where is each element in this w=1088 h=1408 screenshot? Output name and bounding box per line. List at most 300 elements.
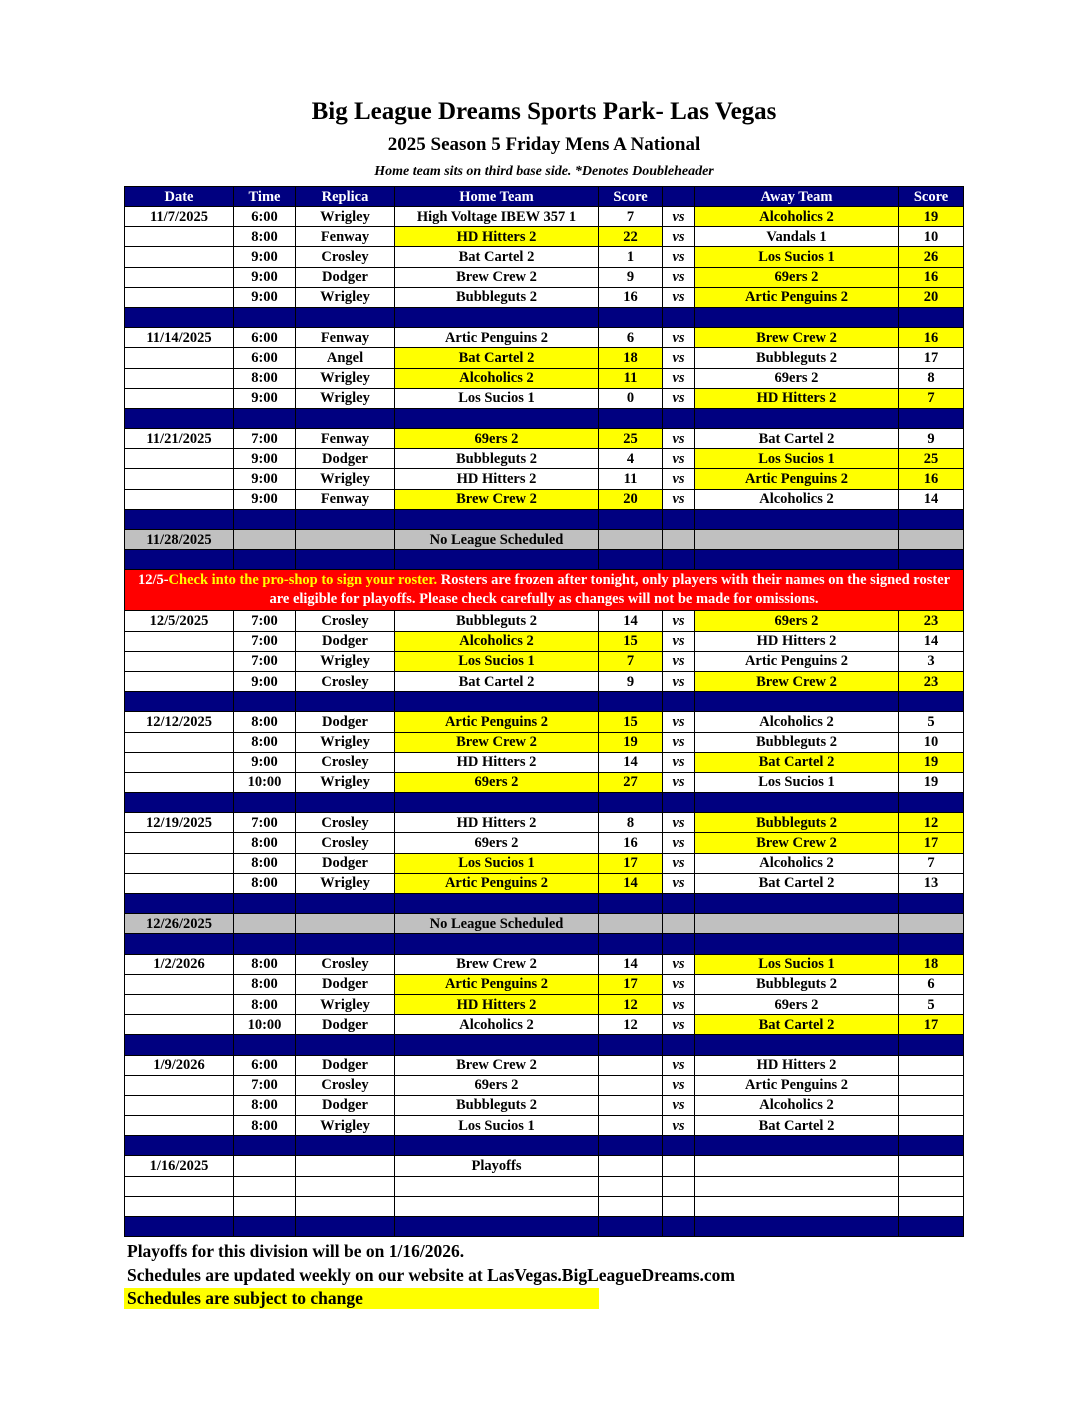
away-team-cell: Bat Cartel 2 bbox=[695, 752, 899, 772]
away-score-cell: 23 bbox=[899, 671, 964, 691]
separator-cell bbox=[599, 1136, 663, 1156]
table-row bbox=[125, 712, 964, 732]
separator-cell bbox=[234, 509, 296, 529]
away-team-cell: Bubbleguts 2 bbox=[695, 974, 899, 994]
home-score-cell: 7 bbox=[599, 651, 663, 671]
date-cell: 11/7/2025 bbox=[125, 207, 234, 227]
date-cell bbox=[125, 449, 234, 469]
no-league-label: No League Scheduled bbox=[395, 530, 599, 550]
vs-cell: vs bbox=[663, 813, 695, 833]
no-league-label: No League Scheduled bbox=[395, 914, 599, 934]
empty-cell bbox=[663, 1196, 695, 1216]
home-team-cell: Bat Cartel 2 bbox=[395, 247, 599, 267]
date-cell: 11/21/2025 bbox=[125, 429, 234, 449]
table-row bbox=[125, 207, 964, 227]
vs-cell: vs bbox=[663, 974, 695, 994]
date-cell bbox=[125, 974, 234, 994]
time-cell: 9:00 bbox=[234, 287, 296, 307]
empty-cell bbox=[234, 1176, 296, 1196]
away-score-cell: 16 bbox=[899, 328, 964, 348]
separator-cell bbox=[695, 894, 899, 914]
home-team-cell: HD Hitters 2 bbox=[395, 469, 599, 489]
col-replica: Replica bbox=[296, 187, 395, 207]
home-team-cell: Alcoholics 2 bbox=[395, 631, 599, 651]
home-score-cell: 7 bbox=[599, 207, 663, 227]
empty-cell bbox=[599, 1176, 663, 1196]
separator-cell bbox=[395, 793, 599, 813]
table-row bbox=[125, 671, 964, 691]
date-cell: 12/12/2025 bbox=[125, 712, 234, 732]
vs-cell: vs bbox=[663, 227, 695, 247]
time-cell: 9:00 bbox=[234, 388, 296, 408]
separator-cell bbox=[695, 1217, 899, 1237]
page-title: Big League Dreams Sports Park- Las Vegas bbox=[311, 98, 777, 125]
date-cell bbox=[125, 1015, 234, 1035]
time-cell: 8:00 bbox=[234, 368, 296, 388]
away-score-cell: 19 bbox=[899, 207, 964, 227]
vs-cell: vs bbox=[663, 671, 695, 691]
separator-cell bbox=[899, 934, 964, 954]
replica-cell: Dodger bbox=[296, 1015, 395, 1035]
separator-cell bbox=[234, 692, 296, 712]
separator-cell bbox=[234, 1035, 296, 1055]
time-cell: 8:00 bbox=[234, 873, 296, 893]
home-team-cell: Los Sucios 1 bbox=[395, 388, 599, 408]
away-team-cell: Alcoholics 2 bbox=[695, 207, 899, 227]
table-row bbox=[125, 449, 964, 469]
away-team-cell: Los Sucios 1 bbox=[695, 449, 899, 469]
replica-cell: Dodger bbox=[296, 267, 395, 287]
home-score-cell: 1 bbox=[599, 247, 663, 267]
replica-cell: Wrigley bbox=[296, 388, 395, 408]
separator-cell bbox=[296, 1035, 395, 1055]
away-team-cell: 69ers 2 bbox=[695, 994, 899, 1014]
date-cell bbox=[125, 388, 234, 408]
time-cell: 8:00 bbox=[234, 712, 296, 732]
no-league-row bbox=[125, 914, 964, 934]
separator-cell bbox=[234, 793, 296, 813]
time-cell: 9:00 bbox=[234, 469, 296, 489]
away-score-cell: 10 bbox=[899, 227, 964, 247]
separator-cell bbox=[234, 550, 296, 570]
away-score-cell: 5 bbox=[899, 994, 964, 1014]
date-cell bbox=[125, 247, 234, 267]
vs-cell: vs bbox=[663, 732, 695, 752]
date-cell: 1/9/2026 bbox=[125, 1055, 234, 1075]
col-home-score: Score bbox=[599, 187, 663, 207]
separator-cell bbox=[395, 1035, 599, 1055]
separator-cell bbox=[125, 1136, 234, 1156]
separator-row bbox=[125, 894, 964, 914]
vs-cell: vs bbox=[663, 853, 695, 873]
table-row bbox=[125, 267, 964, 287]
col-away-team: Away Team bbox=[695, 187, 899, 207]
vs-cell: vs bbox=[663, 388, 695, 408]
away-team-cell: Los Sucios 1 bbox=[695, 954, 899, 974]
date-cell bbox=[125, 752, 234, 772]
empty-cell bbox=[125, 1176, 234, 1196]
separator-cell bbox=[296, 408, 395, 428]
separator-cell bbox=[899, 1217, 964, 1237]
col-home-team: Home Team bbox=[395, 187, 599, 207]
date-cell bbox=[125, 671, 234, 691]
home-team-cell: 69ers 2 bbox=[395, 429, 599, 449]
separator-cell bbox=[125, 934, 234, 954]
separator-cell bbox=[125, 408, 234, 428]
home-score-cell: 14 bbox=[599, 873, 663, 893]
away-score-cell bbox=[899, 1075, 964, 1095]
replica-cell: Wrigley bbox=[296, 287, 395, 307]
empty-cell bbox=[296, 1196, 395, 1216]
home-team-cell: Brew Crew 2 bbox=[395, 1055, 599, 1075]
away-score-cell bbox=[899, 914, 964, 934]
separator-cell bbox=[695, 1035, 899, 1055]
separator-cell bbox=[663, 894, 695, 914]
away-score-cell: 23 bbox=[899, 611, 964, 631]
home-score-cell: 9 bbox=[599, 671, 663, 691]
vs-cell: vs bbox=[663, 1095, 695, 1115]
away-team-cell: 69ers 2 bbox=[695, 611, 899, 631]
home-team-cell: Artic Penguins 2 bbox=[395, 328, 599, 348]
home-score-cell: 15 bbox=[599, 631, 663, 651]
separator-cell bbox=[125, 793, 234, 813]
time-cell bbox=[234, 1156, 296, 1176]
separator-cell bbox=[899, 550, 964, 570]
vs-cell: vs bbox=[663, 1116, 695, 1136]
separator-cell bbox=[125, 509, 234, 529]
away-team-cell: Vandals 1 bbox=[695, 227, 899, 247]
table-row bbox=[125, 287, 964, 307]
home-team-cell: High Voltage IBEW 357 1 bbox=[395, 207, 599, 227]
away-team-cell: HD Hitters 2 bbox=[695, 1055, 899, 1075]
separator-cell bbox=[599, 894, 663, 914]
table-row bbox=[125, 469, 964, 489]
away-team-cell: 69ers 2 bbox=[695, 368, 899, 388]
away-score-cell: 14 bbox=[899, 489, 964, 509]
vs-cell: vs bbox=[663, 267, 695, 287]
vs-cell: vs bbox=[663, 994, 695, 1014]
separator-cell bbox=[234, 408, 296, 428]
away-team-cell: Alcoholics 2 bbox=[695, 1095, 899, 1115]
empty-cell bbox=[695, 1176, 899, 1196]
empty-cell bbox=[899, 1196, 964, 1216]
table-row bbox=[125, 833, 964, 853]
time-cell: 8:00 bbox=[234, 994, 296, 1014]
table-row bbox=[125, 954, 964, 974]
separator-cell bbox=[663, 1136, 695, 1156]
separator-cell bbox=[395, 692, 599, 712]
separator-cell bbox=[395, 408, 599, 428]
table-row bbox=[125, 611, 964, 631]
away-team-cell: Artic Penguins 2 bbox=[695, 1075, 899, 1095]
separator-cell bbox=[663, 550, 695, 570]
home-team-cell: Los Sucios 1 bbox=[395, 1116, 599, 1136]
separator-cell bbox=[599, 793, 663, 813]
separator-cell bbox=[296, 307, 395, 327]
separator-cell bbox=[695, 692, 899, 712]
replica-cell: Dodger bbox=[296, 1055, 395, 1075]
replica-cell: Crosley bbox=[296, 247, 395, 267]
separator-cell bbox=[125, 1035, 234, 1055]
time-cell: 7:00 bbox=[234, 1075, 296, 1095]
roster-notice bbox=[125, 570, 964, 611]
time-cell: 6:00 bbox=[234, 207, 296, 227]
replica-cell: Crosley bbox=[296, 813, 395, 833]
time-cell: 8:00 bbox=[234, 974, 296, 994]
notice-date: 12/5- bbox=[137, 572, 169, 589]
separator-cell bbox=[663, 692, 695, 712]
away-team-cell: Bubbleguts 2 bbox=[695, 348, 899, 368]
home-score-cell: 12 bbox=[599, 994, 663, 1014]
separator-cell bbox=[395, 509, 599, 529]
table-row bbox=[125, 994, 964, 1014]
empty-cell bbox=[234, 1196, 296, 1216]
away-score-cell: 17 bbox=[899, 348, 964, 368]
separator-cell bbox=[695, 307, 899, 327]
vs-cell: vs bbox=[663, 348, 695, 368]
table-row bbox=[125, 813, 964, 833]
separator-cell bbox=[695, 550, 899, 570]
home-team-cell: Brew Crew 2 bbox=[395, 732, 599, 752]
date-cell bbox=[125, 631, 234, 651]
replica-cell bbox=[296, 530, 395, 550]
away-score-cell bbox=[899, 1055, 964, 1075]
home-team-cell: Artic Penguins 2 bbox=[395, 974, 599, 994]
subject-to-change-note: Schedules are subject to change bbox=[124, 1288, 599, 1309]
separator-cell bbox=[599, 1035, 663, 1055]
home-score-cell: 16 bbox=[599, 287, 663, 307]
vs-cell: vs bbox=[663, 611, 695, 631]
separator-cell bbox=[899, 1136, 964, 1156]
date-cell: 12/19/2025 bbox=[125, 813, 234, 833]
separator-cell bbox=[395, 894, 599, 914]
separator-cell bbox=[125, 894, 234, 914]
home-score-cell: 14 bbox=[599, 611, 663, 631]
separator-row bbox=[125, 1035, 964, 1055]
date-cell bbox=[125, 853, 234, 873]
table-row bbox=[125, 368, 964, 388]
replica-cell: Wrigley bbox=[296, 651, 395, 671]
home-score-cell: 17 bbox=[599, 853, 663, 873]
home-team-cell: Artic Penguins 2 bbox=[395, 712, 599, 732]
table-row bbox=[125, 853, 964, 873]
replica-cell: Wrigley bbox=[296, 368, 395, 388]
schedule-table bbox=[124, 186, 964, 1237]
separator-cell bbox=[599, 509, 663, 529]
replica-cell: Fenway bbox=[296, 489, 395, 509]
table-row bbox=[125, 631, 964, 651]
away-team-cell: Los Sucios 1 bbox=[695, 247, 899, 267]
no-league-row bbox=[125, 530, 964, 550]
separator-cell bbox=[296, 1136, 395, 1156]
replica-cell bbox=[296, 914, 395, 934]
header-row bbox=[125, 187, 964, 207]
time-cell: 8:00 bbox=[234, 833, 296, 853]
away-score-cell: 13 bbox=[899, 873, 964, 893]
away-score-cell bbox=[899, 1156, 964, 1176]
vs-cell: vs bbox=[663, 469, 695, 489]
away-team-cell: Artic Penguins 2 bbox=[695, 287, 899, 307]
time-cell: 9:00 bbox=[234, 489, 296, 509]
home-score-cell bbox=[599, 1156, 663, 1176]
date-cell bbox=[125, 227, 234, 247]
vs-cell: vs bbox=[663, 368, 695, 388]
separator-cell bbox=[899, 509, 964, 529]
replica-cell: Wrigley bbox=[296, 772, 395, 792]
table-row bbox=[125, 1116, 964, 1136]
date-cell bbox=[125, 489, 234, 509]
separator-cell bbox=[395, 934, 599, 954]
away-team-cell: Bat Cartel 2 bbox=[695, 429, 899, 449]
away-score-cell: 7 bbox=[899, 388, 964, 408]
home-team-cell: Bubbleguts 2 bbox=[395, 287, 599, 307]
replica-cell: Fenway bbox=[296, 227, 395, 247]
replica-cell: Fenway bbox=[296, 429, 395, 449]
away-score-cell: 20 bbox=[899, 287, 964, 307]
home-score-cell: 19 bbox=[599, 732, 663, 752]
away-team-cell: 69ers 2 bbox=[695, 267, 899, 287]
time-cell: 8:00 bbox=[234, 954, 296, 974]
vs-cell: vs bbox=[663, 287, 695, 307]
replica-cell: Crosley bbox=[296, 752, 395, 772]
separator-cell bbox=[899, 408, 964, 428]
time-cell: 8:00 bbox=[234, 1116, 296, 1136]
time-cell: 8:00 bbox=[234, 732, 296, 752]
separator-row bbox=[125, 1217, 964, 1237]
away-score-cell: 17 bbox=[899, 833, 964, 853]
separator-cell bbox=[234, 1136, 296, 1156]
date-cell bbox=[125, 348, 234, 368]
home-team-cell: HD Hitters 2 bbox=[395, 813, 599, 833]
time-cell: 7:00 bbox=[234, 611, 296, 631]
away-score-cell: 9 bbox=[899, 429, 964, 449]
home-score-cell: 17 bbox=[599, 974, 663, 994]
separator-cell bbox=[234, 307, 296, 327]
away-score-cell bbox=[899, 530, 964, 550]
vs-cell: vs bbox=[663, 328, 695, 348]
date-cell bbox=[125, 833, 234, 853]
away-team-cell: Bat Cartel 2 bbox=[695, 1015, 899, 1035]
date-cell: 11/28/2025 bbox=[125, 530, 234, 550]
table-row bbox=[125, 348, 964, 368]
separator-row bbox=[125, 408, 964, 428]
away-score-cell: 10 bbox=[899, 732, 964, 752]
separator-row bbox=[125, 550, 964, 570]
playoffs-note: Playoffs for this division will be on 1/16/2026. bbox=[127, 1241, 465, 1261]
table-row bbox=[125, 974, 964, 994]
separator-row bbox=[125, 307, 964, 327]
home-team-cell: Alcoholics 2 bbox=[395, 368, 599, 388]
home-team-cell: Alcoholics 2 bbox=[395, 1015, 599, 1035]
separator-cell bbox=[395, 1217, 599, 1237]
replica-cell: Dodger bbox=[296, 853, 395, 873]
home-team-cell: Bat Cartel 2 bbox=[395, 348, 599, 368]
vs-cell: vs bbox=[663, 247, 695, 267]
separator-row bbox=[125, 692, 964, 712]
replica-cell: Dodger bbox=[296, 449, 395, 469]
separator-cell bbox=[125, 550, 234, 570]
separator-cell bbox=[296, 894, 395, 914]
time-cell: 10:00 bbox=[234, 1015, 296, 1035]
col-vs bbox=[663, 187, 695, 207]
time-cell: 10:00 bbox=[234, 772, 296, 792]
col-away-score: Score bbox=[899, 187, 964, 207]
away-team-cell: Los Sucios 1 bbox=[695, 772, 899, 792]
away-score-cell: 17 bbox=[899, 1015, 964, 1035]
home-team-cell: Bubbleguts 2 bbox=[395, 449, 599, 469]
away-score-cell: 26 bbox=[899, 247, 964, 267]
away-team-cell: Brew Crew 2 bbox=[695, 833, 899, 853]
separator-cell bbox=[395, 307, 599, 327]
separator-cell bbox=[695, 1136, 899, 1156]
away-score-cell: 18 bbox=[899, 954, 964, 974]
time-cell: 9:00 bbox=[234, 752, 296, 772]
date-cell bbox=[125, 287, 234, 307]
away-team-cell: Artic Penguins 2 bbox=[695, 651, 899, 671]
table-row bbox=[125, 752, 964, 772]
separator-cell bbox=[663, 509, 695, 529]
separator-cell bbox=[663, 307, 695, 327]
away-score-cell: 7 bbox=[899, 853, 964, 873]
empty-cell bbox=[125, 1196, 234, 1216]
vs-cell: vs bbox=[663, 954, 695, 974]
vs-cell: vs bbox=[663, 712, 695, 732]
home-team-note: Home team sits on third base side. *Denotes Doubleheader bbox=[374, 164, 714, 179]
home-team-cell: Bubbleguts 2 bbox=[395, 1095, 599, 1115]
date-cell bbox=[125, 651, 234, 671]
separator-cell bbox=[296, 509, 395, 529]
home-team-cell: Brew Crew 2 bbox=[395, 267, 599, 287]
home-score-cell: 18 bbox=[599, 348, 663, 368]
home-score-cell: 11 bbox=[599, 368, 663, 388]
col-date: Date bbox=[125, 187, 234, 207]
vs-cell: vs bbox=[663, 1015, 695, 1035]
replica-cell: Wrigley bbox=[296, 469, 395, 489]
away-team-cell: HD Hitters 2 bbox=[695, 388, 899, 408]
separator-cell bbox=[663, 1035, 695, 1055]
table-row bbox=[125, 227, 964, 247]
separator-cell bbox=[296, 1217, 395, 1237]
separator-cell bbox=[234, 1217, 296, 1237]
away-team-cell: Bubbleguts 2 bbox=[695, 732, 899, 752]
away-score-cell: 16 bbox=[899, 469, 964, 489]
vs-cell: vs bbox=[663, 1055, 695, 1075]
replica-cell: Wrigley bbox=[296, 994, 395, 1014]
away-score-cell: 12 bbox=[899, 813, 964, 833]
separator-cell bbox=[599, 307, 663, 327]
home-score-cell: 15 bbox=[599, 712, 663, 732]
separator-cell bbox=[695, 934, 899, 954]
away-team-cell: Alcoholics 2 bbox=[695, 853, 899, 873]
date-cell bbox=[125, 368, 234, 388]
separator-cell bbox=[663, 934, 695, 954]
replica-cell: Crosley bbox=[296, 611, 395, 631]
empty-cell bbox=[296, 1176, 395, 1196]
home-team-cell: HD Hitters 2 bbox=[395, 994, 599, 1014]
notice-sign-roster: Check into the pro-shop to sign your roster. bbox=[168, 572, 438, 589]
empty-row bbox=[125, 1196, 964, 1216]
separator-cell bbox=[599, 934, 663, 954]
separator-cell bbox=[695, 408, 899, 428]
replica-cell: Crosley bbox=[296, 833, 395, 853]
separator-cell bbox=[599, 692, 663, 712]
separator-cell bbox=[599, 408, 663, 428]
replica-cell: Dodger bbox=[296, 974, 395, 994]
home-score-cell: 0 bbox=[599, 388, 663, 408]
separator-cell bbox=[695, 793, 899, 813]
away-score-cell bbox=[899, 1116, 964, 1136]
table-row bbox=[125, 1055, 964, 1075]
